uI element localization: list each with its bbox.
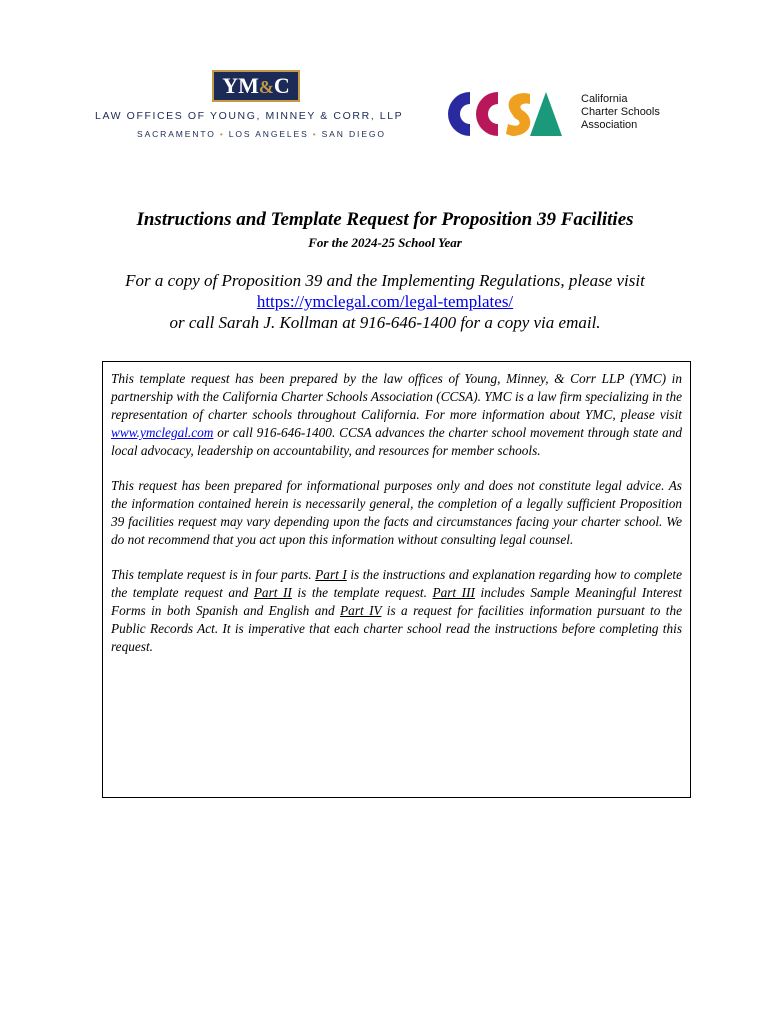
ccsa-s-orange-icon — [506, 93, 530, 136]
ymc-badge — [212, 70, 300, 102]
ymc-firm-name: LAW OFFICES OF YOUNG, MINNEY & CORR, LLP — [95, 110, 404, 122]
para-text: or call 916-646-1400. CCSA advances the charter school movement through state and local advocacy, leadership on accountability, and resources for member schools. — [111, 425, 682, 458]
para-text: is the instructions and explanation regarding how to complete the template request and — [111, 567, 682, 600]
ymc-badge-left: YM — [222, 73, 259, 98]
notice-paragraph-parts — [111, 566, 682, 656]
ccsa-a-teal-icon — [530, 92, 562, 136]
city-los-angeles: LOS ANGELES — [228, 129, 309, 139]
part-iii-label: Part III — [432, 585, 475, 600]
ymc-badge-amp: & — [258, 77, 274, 97]
page-title: Instructions and Template Request for Proposition 39 Facilities — [136, 209, 634, 230]
ccsa-logo-text — [581, 93, 661, 132]
templates-link[interactable]: https://ymclegal.com/legal-templates/ — [256, 292, 514, 311]
para-text: is the template request. — [291, 585, 433, 600]
para-text: This template request has been prepared by the law offices of Young, Minney, & Corr LLP (YMC) in partnership with the California Charter Schools Association (CCSA). YMC is a law firm specializing in the representation of charter schools throughout California. For more information about YMC, please visit — [111, 371, 682, 422]
para-text: This template request is in four parts. — [111, 567, 316, 582]
ccsa-text-line: Association — [581, 119, 638, 131]
city-san-diego: SAN DIEGO — [321, 129, 386, 139]
ccsa-text-line: California — [581, 93, 628, 105]
ccsa-c-magenta-icon — [476, 92, 498, 136]
ccsa-text-line: Charter Schools — [581, 106, 660, 118]
part-ii-label: Part II — [253, 585, 292, 600]
page-subtitle: For the 2024-25 School Year — [308, 235, 462, 250]
city-sacramento: SACRAMENTO — [137, 129, 216, 139]
notice-box — [102, 361, 691, 798]
copy-request-line3: or call Sarah J. Kollman at 916-646-1400 for a copy via email. — [169, 313, 601, 332]
ymc-cities: SACRAMENTO • LOS ANGELES • SAN DIEGO — [137, 129, 386, 139]
copy-request-line1: For a copy of Proposition 39 and the Implementing Regulations, please visit — [125, 271, 645, 290]
ymc-badge-right: C — [273, 73, 290, 98]
ccsa-c-blue-icon — [448, 92, 470, 136]
para-text: is a request for facilities information pursuant to the Public Records Act. It is imperative that each charter school read the instructions before completing this request. — [111, 603, 683, 654]
notice-paragraph-disclaimer: This request has been prepared for informational purposes only and does not constitute legal advice. As the information contained herein is necessarily general, the completion of a legally sufficient Proposition 39 facilities request may vary depending upon the facts and circumstances facing your charter school. We do not recommend that you act upon this information without consulting legal counsel. — [111, 478, 682, 547]
part-i-label: Part I — [315, 567, 347, 582]
para-text: includes Sample Meaningful Interest Forms in both Spanish and English and — [111, 585, 682, 618]
notice-paragraph-about — [111, 370, 682, 460]
part-iv-label: Part IV — [340, 603, 382, 618]
ymclegal-link[interactable]: www.ymclegal.com — [111, 425, 214, 440]
ccsa-logo-shapes — [446, 90, 566, 138]
copy-request-block — [0, 270, 770, 333]
